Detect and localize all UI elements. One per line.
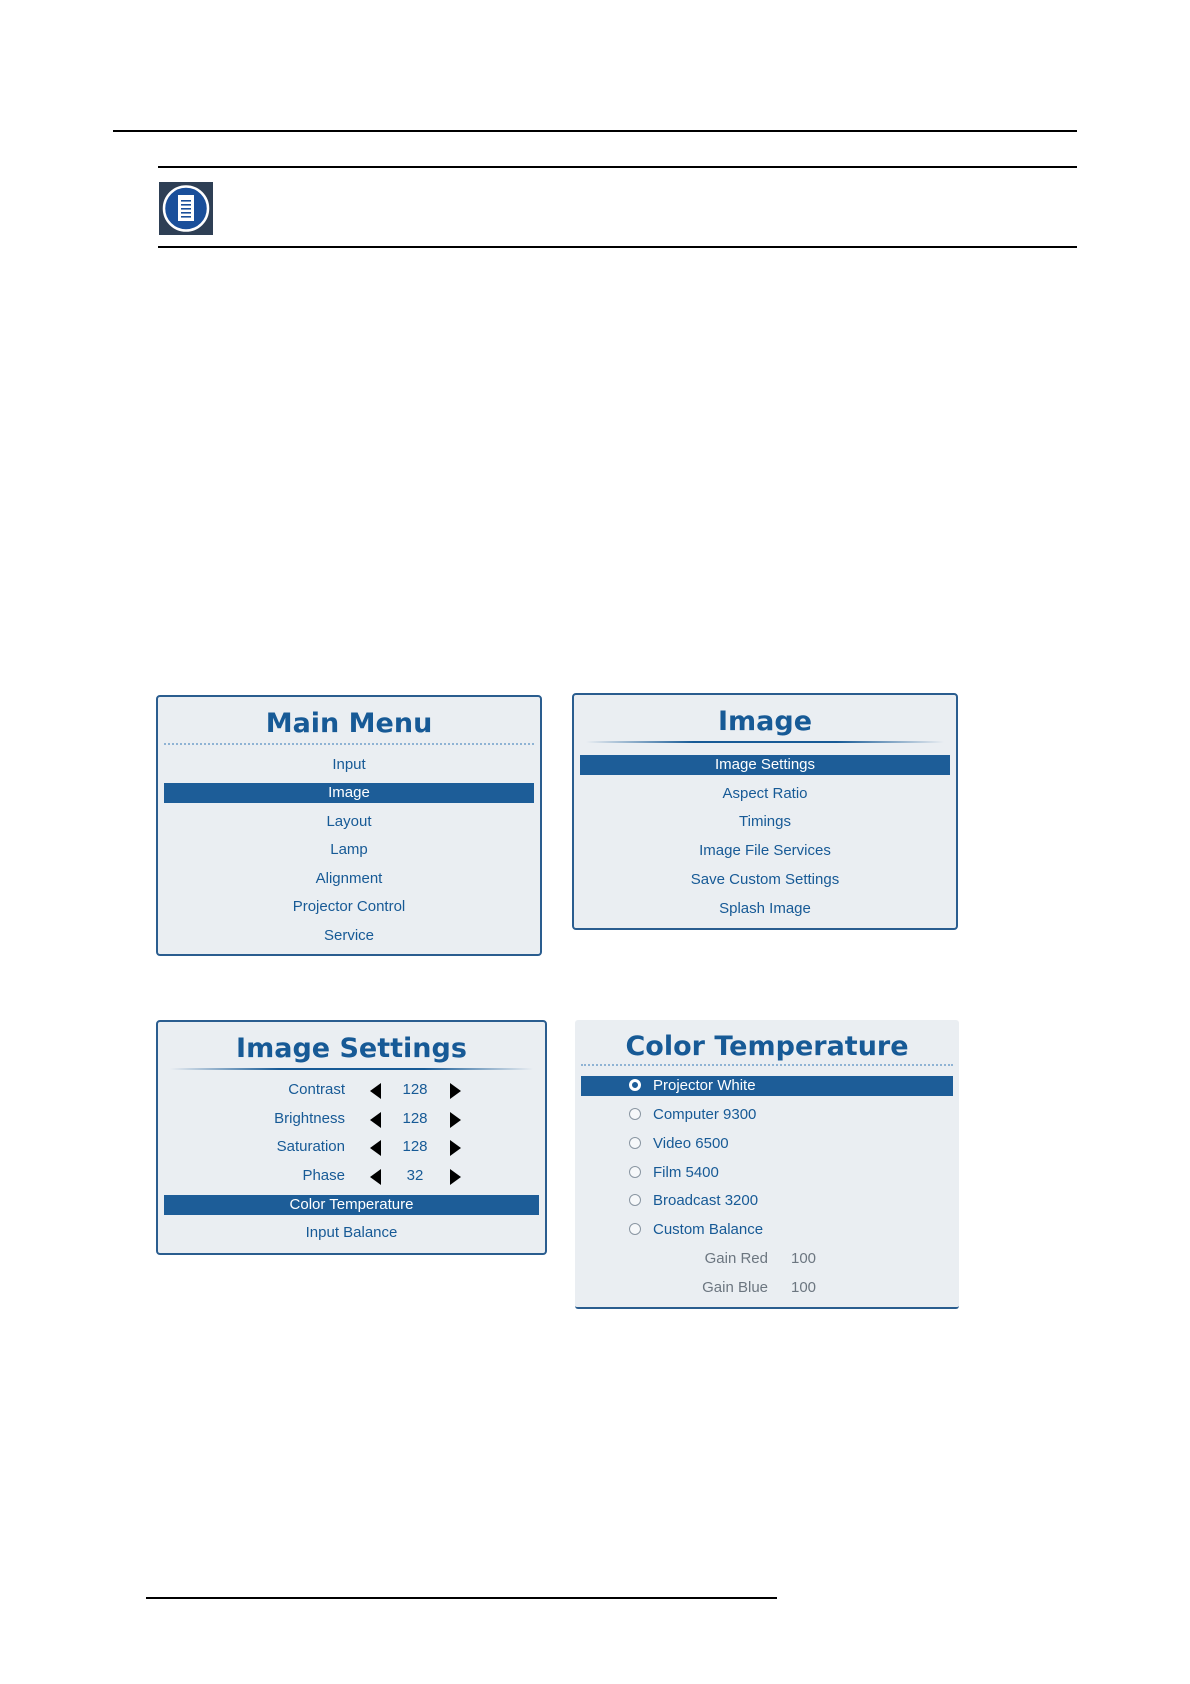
gain-red-row: [581, 1249, 953, 1269]
option-broadcast-3200[interactable]: [581, 1191, 953, 1211]
arrow-left-icon[interactable]: [370, 1169, 381, 1185]
main-menu-separator: [164, 743, 534, 745]
option-computer-9300[interactable]: [581, 1105, 953, 1125]
contrast-slider[interactable]: [164, 1080, 539, 1100]
menu-item-color-temperature[interactable]: Color Temperature: [164, 1195, 539, 1215]
image-menu-separator: [586, 741, 944, 743]
menu-item-image-settings[interactable]: Image Settings: [580, 755, 950, 775]
menu-item-layout[interactable]: Layout: [326, 813, 372, 830]
menu-item-input-balance[interactable]: Input Balance: [305, 1224, 398, 1241]
color-temperature-panel: [575, 1020, 959, 1309]
main-menu-title: Main Menu: [265, 708, 433, 739]
menu-item-alignment[interactable]: Alignment: [315, 870, 383, 887]
slider-value: 128: [402, 1110, 428, 1127]
main-menu-panel: [156, 695, 542, 956]
gain-value: 100: [791, 1279, 817, 1296]
radio-icon[interactable]: [629, 1223, 641, 1235]
menu-item-save-custom-settings[interactable]: Save Custom Settings: [690, 871, 840, 888]
option-label: Film 5400: [653, 1164, 719, 1181]
slider-label: Saturation: [276, 1138, 345, 1155]
option-custom-balance[interactable]: [581, 1220, 953, 1240]
slider-value: 128: [402, 1081, 428, 1098]
menu-item-lamp[interactable]: Lamp: [330, 841, 368, 858]
image-settings-title: Image Settings: [236, 1033, 467, 1064]
arrow-left-icon[interactable]: [370, 1083, 381, 1099]
gain-label: Gain Red: [704, 1250, 768, 1267]
gain-blue-row: [581, 1278, 953, 1298]
note-bottom-rule: [158, 246, 1077, 248]
arrow-left-icon[interactable]: [370, 1140, 381, 1156]
note-top-rule: [158, 166, 1077, 168]
menu-item-service[interactable]: Service: [323, 927, 375, 944]
slider-value: 128: [402, 1138, 428, 1155]
option-film-5400[interactable]: [581, 1163, 953, 1183]
page-header-rule: [113, 130, 1077, 132]
note-icon: [159, 182, 213, 235]
option-label: Projector White: [653, 1077, 756, 1094]
menu-item-input[interactable]: Input: [332, 756, 366, 773]
color-temperature-separator: [581, 1064, 953, 1066]
option-label: Computer 9300: [653, 1106, 757, 1123]
arrow-right-icon[interactable]: [450, 1083, 461, 1099]
slider-label: Brightness: [274, 1110, 345, 1127]
arrow-right-icon[interactable]: [450, 1169, 461, 1185]
radio-icon[interactable]: [629, 1166, 641, 1178]
image-menu-panel: [572, 693, 958, 930]
image-menu-title: Image: [717, 706, 813, 737]
radio-selected-icon[interactable]: [629, 1079, 641, 1091]
arrow-right-icon[interactable]: [450, 1140, 461, 1156]
slider-label: Phase: [302, 1167, 345, 1184]
arrow-right-icon[interactable]: [450, 1112, 461, 1128]
menu-item-image-file-services[interactable]: Image File Services: [699, 842, 831, 859]
menu-item-projector-control[interactable]: Projector Control: [292, 898, 406, 915]
menu-item-image[interactable]: Image: [164, 783, 534, 803]
brightness-slider[interactable]: [164, 1109, 539, 1129]
option-label: Broadcast 3200: [653, 1192, 759, 1209]
radio-icon[interactable]: [629, 1137, 641, 1149]
gain-label: Gain Blue: [702, 1279, 768, 1296]
image-settings-separator: [170, 1068, 533, 1070]
gain-value: 100: [791, 1250, 817, 1267]
radio-icon[interactable]: [629, 1108, 641, 1120]
option-video-6500[interactable]: [581, 1134, 953, 1154]
menu-item-splash-image[interactable]: Splash Image: [719, 900, 811, 917]
option-label: Custom Balance: [653, 1221, 764, 1238]
option-projector-white[interactable]: [581, 1076, 953, 1096]
radio-icon[interactable]: [629, 1194, 641, 1206]
saturation-slider[interactable]: [164, 1137, 539, 1157]
slider-label: Contrast: [288, 1081, 345, 1098]
option-label: Video 6500: [653, 1135, 729, 1152]
image-settings-panel: [156, 1020, 547, 1255]
arrow-left-icon[interactable]: [370, 1112, 381, 1128]
phase-slider[interactable]: [164, 1166, 539, 1186]
menu-item-aspect-ratio[interactable]: Aspect Ratio: [722, 785, 808, 802]
slider-value: 32: [406, 1167, 424, 1184]
menu-item-timings[interactable]: Timings: [739, 813, 791, 830]
color-temperature-title: Color Temperature: [625, 1031, 909, 1062]
page-footer-rule: [146, 1597, 777, 1599]
